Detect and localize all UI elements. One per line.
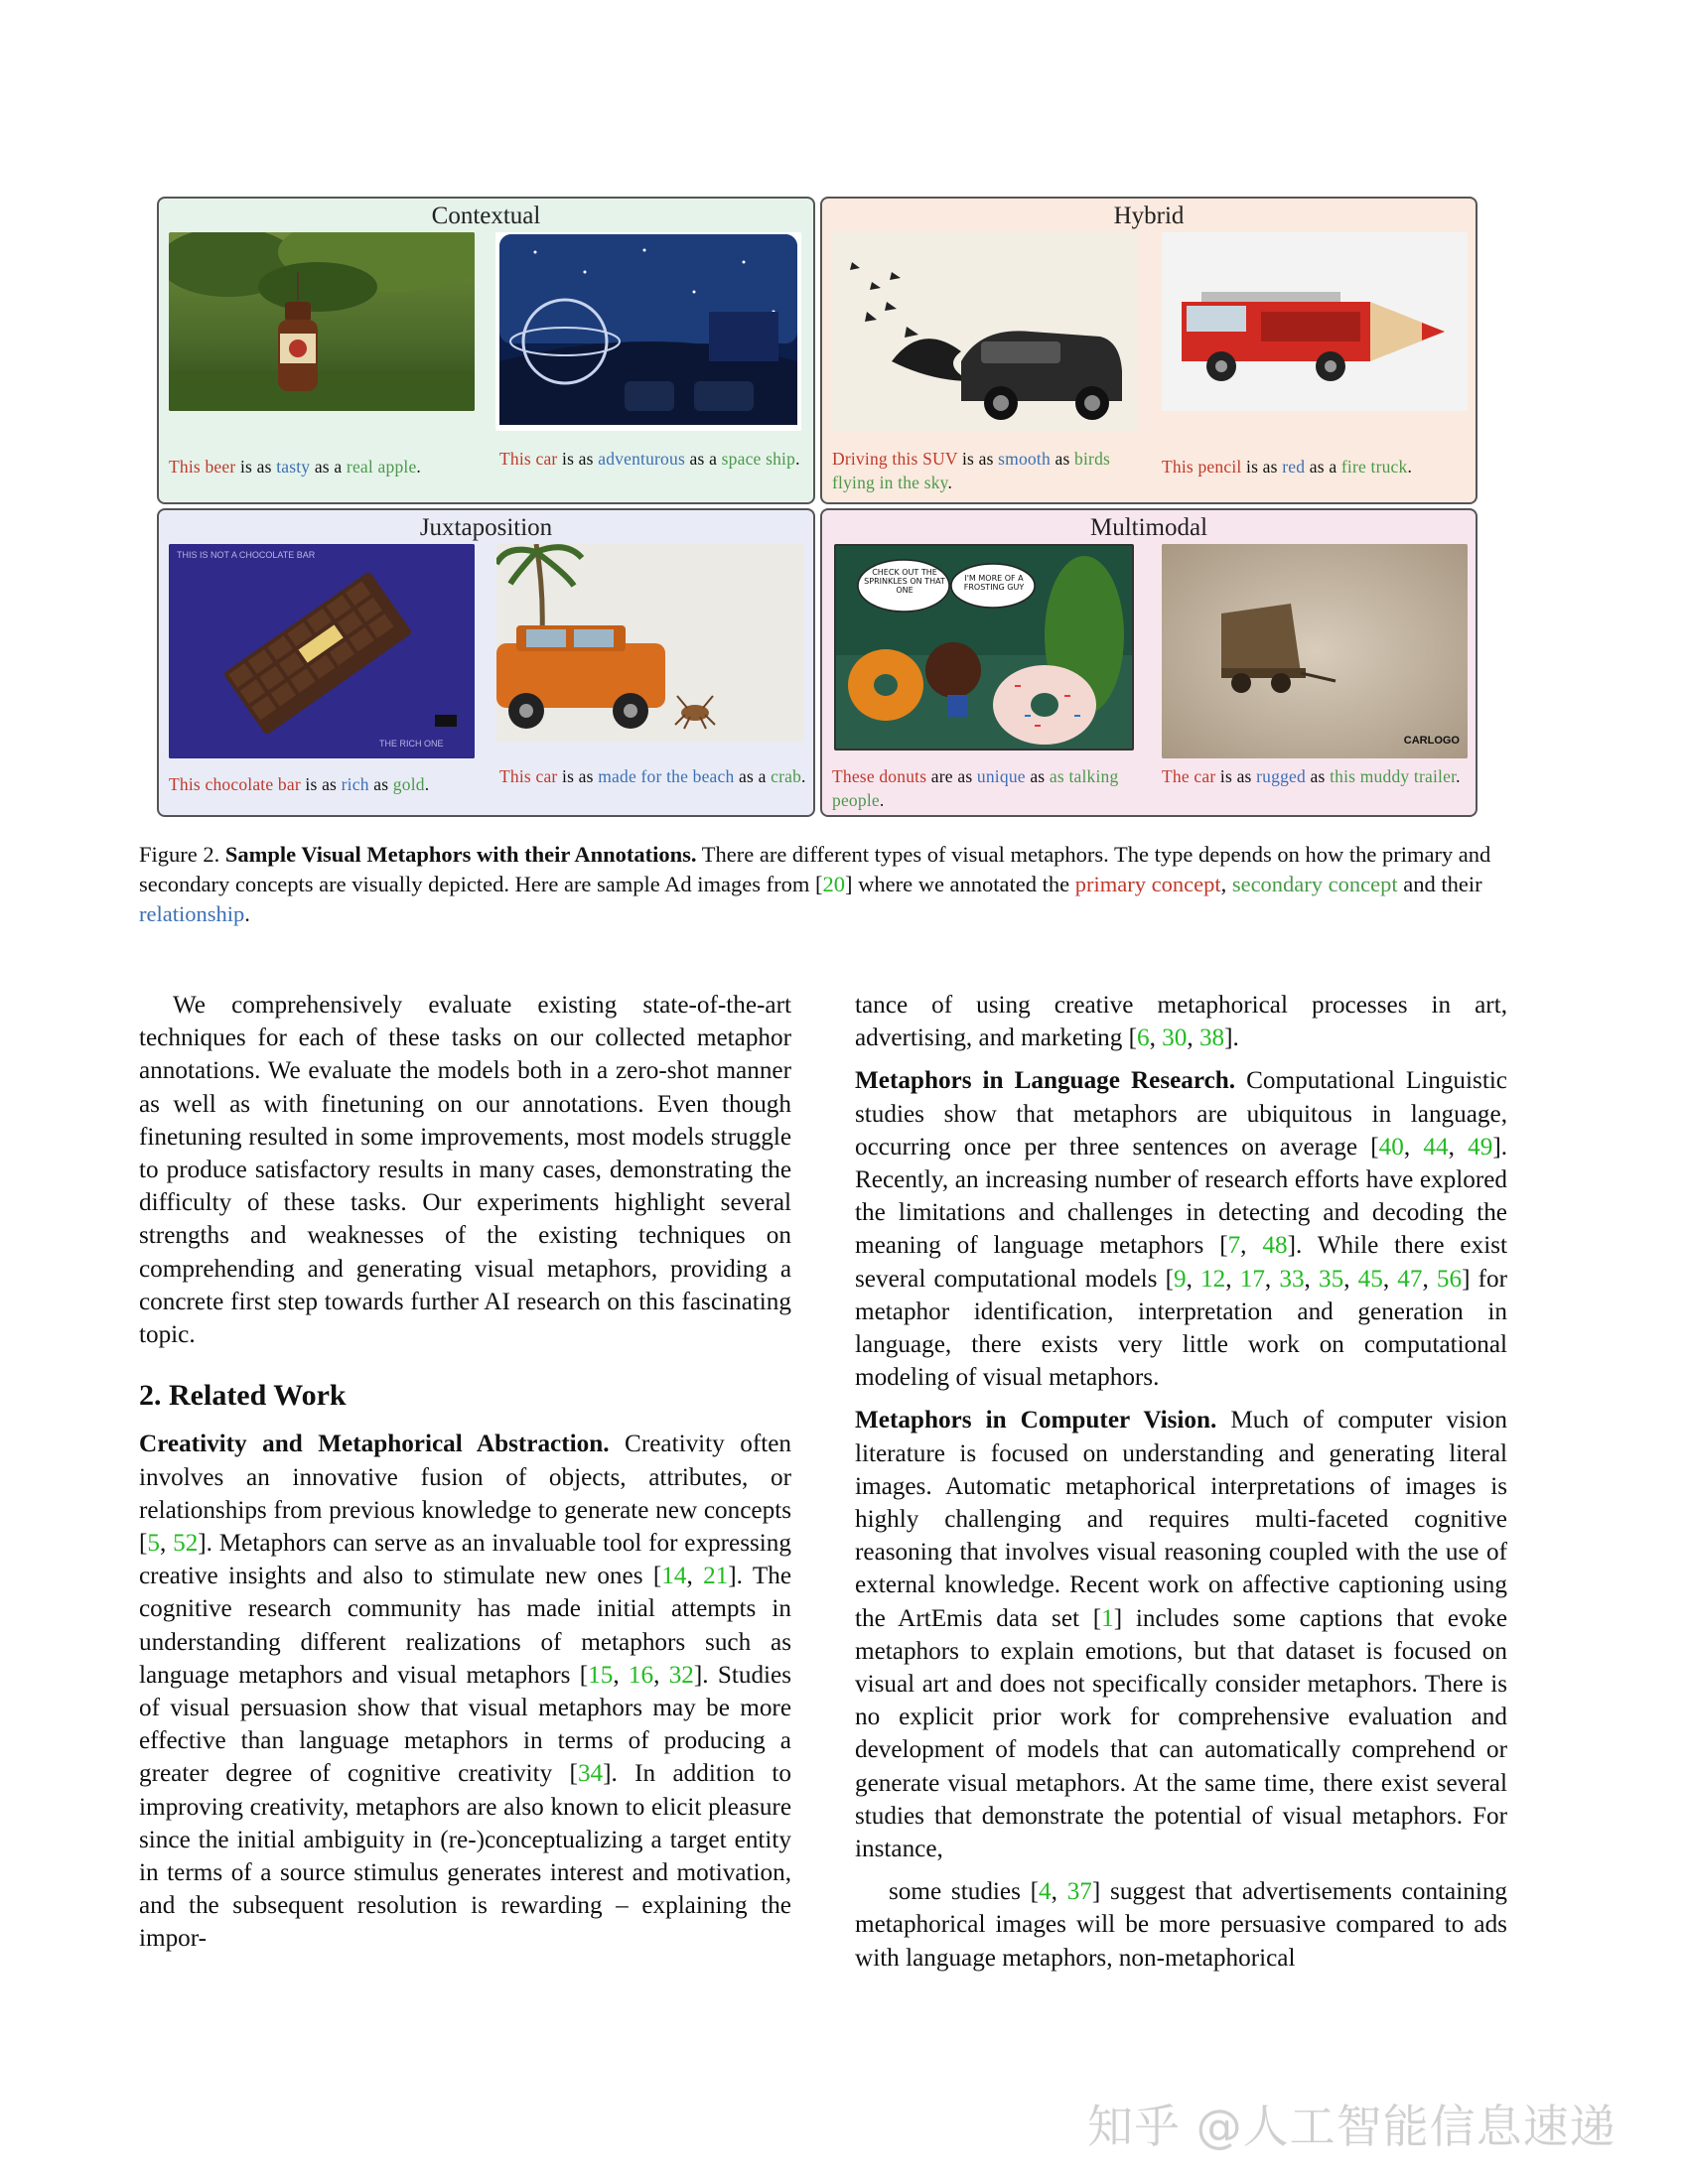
pencil-firetruck-ad-image [1162, 232, 1468, 411]
text-run: , [1186, 1265, 1201, 1293]
text-run: , [1403, 1133, 1424, 1160]
text-run: is as [300, 774, 342, 794]
citation-link[interactable]: 7 [1227, 1232, 1241, 1260]
text-run: ]. Studies of visual persuasion show that visual metaphors may be more effective than language metaphors in terms of producing a greater degree of cognitive creativity [ [139, 1661, 792, 1788]
text-run: ]. In addition to improving creativity, metaphors are also known to elicit pleasure since the initial ambiguity in (re-)conceptualizing a target entity in terms of a source stimulus generates interest and motivation, and the subsequent resolution is rewarding – explaining the impor- [139, 1760, 791, 1953]
paragraph [139, 1428, 791, 1955]
text-run: Computational Linguistic studies show that metaphors are ubiquitous in language, occurring once per three sentences on average [ [855, 1067, 1507, 1160]
panel-hybrid [820, 197, 1477, 504]
text-run: ]. The cognitive research community has made initial attempts in understanding different realizations of metaphors such as language metaphors and visual metaphors [ [139, 1563, 792, 1689]
citation-link[interactable]: 33 [1279, 1265, 1305, 1293]
text-run: This car [499, 766, 558, 786]
paragraph [855, 989, 1507, 1054]
text-run: unique [976, 766, 1026, 786]
car-spaceship-ad-image [495, 232, 801, 431]
text-run: , [1225, 1265, 1240, 1293]
citation-link[interactable]: 47 [1397, 1265, 1423, 1293]
text-run: as [368, 774, 393, 794]
beer-apple-ad-image [169, 232, 475, 411]
text-run: ] includes some captions that evoke metaphors to explain emotions, but that dataset is focused on visual art and does not specifically consider metaphors. There is no explicit prior work for comprehensive evaluation and development of models that can automatically comprehend or generate visual metaphors. At the same time, there exist several studies that demonstrate the potential of visual metaphors. For instance, [855, 1604, 1507, 1863]
citation-link[interactable]: 56 [1436, 1265, 1463, 1293]
panel-multimodal [820, 508, 1477, 817]
text-run: adventurous [598, 449, 685, 469]
citation-link[interactable]: 44 [1423, 1133, 1449, 1160]
citation-link[interactable]: 6 [1136, 1024, 1150, 1052]
citation-link[interactable]: 16 [628, 1661, 654, 1689]
paragraph [139, 989, 791, 1351]
citation-link[interactable]: 1 [1101, 1604, 1114, 1632]
citation-link[interactable]: 20 [822, 872, 845, 896]
left-column [139, 989, 791, 1956]
citation-link[interactable]: 4 [1039, 1878, 1052, 1906]
text-run: The car [1162, 766, 1216, 786]
panel-title: Hybrid [1113, 203, 1185, 229]
text-run: rich [341, 774, 369, 794]
text-run: fire truck [1340, 457, 1408, 477]
text-run: gold [392, 774, 425, 794]
panel-juxtaposition [157, 508, 815, 817]
text-run: , [1220, 872, 1232, 896]
figure-caption-title: Sample Visual Metaphors with their Annotations. [224, 842, 697, 867]
text-run: , [1240, 1232, 1263, 1260]
car-logo-text: CARLOGO [1403, 735, 1460, 747]
text-run: as a [1305, 457, 1341, 477]
caption-hybrid-1 [832, 447, 1142, 494]
text-run: as a [684, 449, 722, 469]
text-run: . [424, 774, 430, 794]
text-run: . [795, 449, 800, 469]
text-run: rugged [1256, 766, 1306, 786]
car-trailer-ad-image [1162, 544, 1468, 758]
text-run: . [947, 473, 953, 492]
citation-link[interactable]: 12 [1200, 1265, 1226, 1293]
paragraph-heading: Creativity and Metaphorical Abstraction. [139, 1431, 610, 1458]
paragraph-heading: Metaphors in Computer Vision. [855, 1407, 1217, 1434]
caption-multimodal-1 [832, 764, 1142, 812]
citation-link[interactable]: 17 [1239, 1265, 1265, 1293]
text-run: relationship [139, 901, 245, 926]
speech-bubble-2: I'M MORE OF A FROSTING GUY [963, 574, 1025, 592]
citation-link[interactable]: 40 [1378, 1133, 1404, 1160]
text-run: ]. Metaphors can serve as an invaluable tool for expressing creative insights and also to stimulate new ones [ [139, 1530, 791, 1590]
right-column [855, 989, 1507, 1975]
text-run: This pencil [1162, 457, 1242, 477]
text-run: is as [557, 766, 599, 786]
chocolate-gold-ad-image [169, 544, 475, 758]
text-run: , [1343, 1265, 1358, 1293]
citation-link[interactable]: 5 [147, 1530, 160, 1558]
text-run: This car [499, 449, 558, 469]
figure-caption [139, 840, 1509, 929]
text-run: Creativity often involves an innovative fusion of objects, attributes, or relationships from previous knowledge to generate new concepts [ [139, 1431, 792, 1558]
text-run: crab [771, 766, 802, 786]
text-run: are as [926, 766, 977, 786]
caption-juxtaposition-2 [499, 764, 809, 788]
citation-link[interactable]: 15 [588, 1661, 614, 1689]
text-run: These donuts [832, 766, 927, 786]
citation-link[interactable]: 34 [577, 1760, 604, 1788]
text-run: , [1304, 1265, 1319, 1293]
text-run: red [1282, 457, 1306, 477]
text-run: and their [1397, 872, 1482, 896]
text-run: secondary concept [1231, 872, 1398, 896]
citation-link[interactable]: 35 [1319, 1265, 1344, 1293]
text-run: Driving this SUV [832, 449, 958, 469]
citation-link[interactable]: 37 [1066, 1878, 1092, 1906]
caption-hybrid-2 [1162, 455, 1470, 478]
text-run: as a [734, 766, 772, 786]
text-run: some studies [ [889, 1878, 1040, 1906]
text-run: , [653, 1661, 669, 1689]
text-run: primary concept [1074, 872, 1221, 896]
text-run: tasty [276, 457, 311, 477]
text-run: tance of using creative metaphorical processes in art, advertising, and marketing [ [855, 992, 1507, 1052]
caption-contextual-2 [499, 447, 807, 471]
text-run: as talking people [832, 766, 1119, 810]
text-run: . [244, 901, 250, 926]
text-run: ]. While there exist several computational models [ [855, 1232, 1507, 1293]
text-run: , [1187, 1024, 1199, 1052]
caption-contextual-1 [169, 455, 477, 478]
watermark: 知乎 @人工智能信息速递 [1087, 2100, 1617, 2153]
chocolate-ad-brand: THE RICH ONE [379, 739, 444, 749]
car-crab-ad-image [496, 544, 804, 743]
paragraph [855, 1875, 1507, 1975]
text-run: is as [957, 449, 999, 469]
caption-juxtaposition-1 [169, 772, 479, 796]
text-run: We comprehensively evaluate existing state-of-the-art techniques for each of these tasks on our collected metaphor annotations. We evaluate the models both in a zero-shot manner as well as with finetuning on our annotations. Even though finetuning resulted in some improvements, most models struggle to produce satisfactory results in many cases, demonstrating the difficulty of these tasks. Our experiments highlight several strengths and weaknesses of the existing techniques on comprehending and generating visual metaphors, providing a concrete first step towards further AI research on this fascinating topic. [139, 992, 791, 1349]
panel-contextual [157, 197, 815, 504]
chocolate-ad-tagline: THIS IS NOT A CHOCOLATE BAR [177, 550, 316, 560]
citation-link[interactable]: 45 [1357, 1265, 1383, 1293]
text-run: Much of computer vision literature is focused on understanding and generating literal images. Automatic metaphorical interpretations of images is highly challenging and requires multi-faceted cognitive reasoning that involves visual reasoning coupled with the use of external knowledge. Recent work on affective captioning using the ArtEmis data set [ [855, 1407, 1507, 1632]
figure-label: Figure 2. [139, 842, 220, 867]
text-run: . [1407, 457, 1413, 477]
text-run: , [1448, 1133, 1469, 1160]
text-run: This chocolate bar [169, 774, 301, 794]
text-run: space ship [721, 449, 796, 469]
citation-link[interactable]: 9 [1174, 1265, 1187, 1293]
text-run: . [801, 766, 806, 786]
text-run: ]. Recently, an increasing number of research efforts have explored the limitations and challenges in detecting and decoding the meaning of language metaphors [ [855, 1133, 1507, 1260]
text-run: is as [235, 457, 277, 477]
text-run: ] suggest that advertisements containing metaphorical images will be more persuasive compared to ads with language metaphors, non-metaphorical [855, 1878, 1508, 1972]
suv-birds-ad-image [832, 232, 1138, 431]
citation-link[interactable]: 14 [661, 1563, 687, 1590]
paragraph [855, 1404, 1507, 1865]
panel-title: Juxtaposition [419, 514, 553, 541]
text-run: this muddy trailer [1330, 766, 1457, 786]
text-run: , [1264, 1265, 1280, 1293]
text-run: , [1382, 1265, 1398, 1293]
text-run: . [879, 790, 885, 810]
citation-link[interactable]: 32 [668, 1661, 694, 1689]
text-run: . [1456, 766, 1461, 786]
text-run: birds flying in the sky [832, 449, 1111, 492]
caption-multimodal-2 [1162, 764, 1472, 788]
panel-title: Contextual [431, 203, 541, 229]
paragraph-heading: Metaphors in Language Research. [855, 1067, 1236, 1095]
text-run: There are different types of visual metaphors. The type depends on how the primary and secondary concepts are visually depicted. Here are sample Ad images from [ [139, 842, 1491, 896]
citation-link[interactable]: 30 [1162, 1024, 1188, 1052]
text-run: is as [1215, 766, 1257, 786]
text-run: as [1025, 766, 1050, 786]
text-run: ]. [1224, 1024, 1239, 1052]
text-run: as a [310, 457, 347, 477]
text-run: made for the beach [598, 766, 735, 786]
paragraph [855, 1064, 1507, 1394]
text-run: is as [1241, 457, 1283, 477]
citation-link[interactable]: 49 [1468, 1133, 1493, 1160]
citation-link[interactable]: 38 [1198, 1024, 1225, 1052]
panel-title: Multimodal [1089, 514, 1208, 541]
citation-link[interactable]: 48 [1262, 1232, 1288, 1260]
text-run: , [686, 1563, 704, 1590]
text-run: , [613, 1661, 629, 1689]
text-run: ] for metaphor identification, interpretation and generation in language, there exists very little work on computational modeling of visual metaphors. [855, 1265, 1508, 1392]
citation-link[interactable]: 21 [703, 1563, 729, 1590]
text-run: smooth [998, 449, 1051, 469]
text-run: real apple [346, 457, 417, 477]
text-run: , [1051, 1878, 1067, 1906]
text-run: , [1149, 1024, 1163, 1052]
text-run: as [1305, 766, 1331, 786]
text-run: , [159, 1530, 174, 1558]
text-run: ] where we annotated the [844, 872, 1075, 896]
speech-bubble-1: CHECK OUT THE SPRINKLES ON THAT ONE [864, 568, 945, 595]
text-run: is as [557, 449, 599, 469]
text-run: as [1050, 449, 1075, 469]
text-run: , [1422, 1265, 1437, 1293]
text-run: This beer [169, 457, 236, 477]
citation-link[interactable]: 52 [173, 1530, 199, 1558]
figure-2 [157, 197, 1477, 817]
section-heading: 2. Related Work [139, 1379, 347, 1413]
donuts-ad-image [834, 544, 1134, 751]
text-run: . [416, 457, 421, 477]
